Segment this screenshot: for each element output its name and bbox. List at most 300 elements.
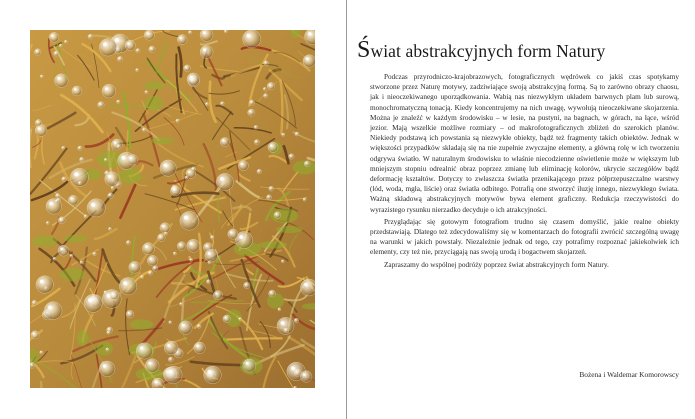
air-bubble (282, 133, 285, 136)
bubble-highlight (206, 103, 207, 104)
bubble-highlight (79, 182, 80, 183)
air-bubble (239, 318, 242, 321)
air-bubble (117, 145, 121, 149)
moss-patch (64, 235, 87, 243)
paragraph: Zapraszamy do wspólnej podróży poprzez świat abstrakcyjnych form Natury. (384, 260, 609, 269)
air-bubble (40, 75, 43, 78)
bubble-highlight (196, 345, 199, 348)
bubble-highlight (136, 69, 137, 70)
bubble-highlight (255, 141, 256, 142)
air-bubble (300, 371, 312, 383)
abstract-nature-photo (30, 30, 315, 388)
bubble-highlight (56, 195, 57, 196)
bubble-highlight (88, 298, 92, 302)
page-title (357, 38, 605, 62)
air-bubble (220, 102, 224, 106)
bubble-highlight (167, 344, 170, 347)
bubble-highlight (123, 281, 127, 285)
bubble-highlight (130, 157, 132, 159)
bubble-highlight (270, 292, 272, 294)
bubble-highlight (51, 35, 53, 37)
bubble-highlight (143, 129, 144, 130)
air-bubble (36, 276, 53, 293)
bubble-highlight (198, 325, 199, 326)
air-bubble (104, 158, 107, 161)
bubble-highlight (93, 253, 94, 254)
bubble-highlight (89, 35, 90, 36)
air-bubble (32, 300, 37, 305)
bubble-highlight (60, 218, 62, 220)
air-bubble (153, 266, 158, 271)
air-bubble (187, 73, 200, 86)
bubble-highlight (145, 91, 146, 92)
bubble-highlight (190, 242, 193, 245)
bubble-highlight (285, 329, 286, 330)
bubble-highlight (80, 261, 81, 262)
bubble-highlight (60, 248, 62, 250)
bubble-highlight (220, 177, 224, 181)
air-bubble (205, 249, 218, 262)
bubble-highlight (121, 156, 125, 160)
bubble-highlight (179, 244, 181, 246)
bubble-highlight (114, 142, 116, 144)
air-bubble (58, 217, 65, 224)
bubble-highlight (137, 49, 138, 50)
bubble-highlight (177, 120, 178, 121)
air-bubble (160, 160, 176, 176)
bubble-highlight (282, 134, 283, 135)
moss-patch (118, 168, 141, 184)
bubble-highlight (74, 172, 78, 176)
air-bubble (200, 30, 213, 41)
air-bubble (223, 315, 231, 323)
air-bubble (106, 348, 109, 351)
bubble-highlight (105, 87, 108, 90)
air-bubble (243, 30, 261, 48)
air-bubble (117, 56, 122, 61)
bubble-highlight (108, 328, 109, 329)
air-bubble (84, 215, 87, 218)
air-bubble (248, 109, 255, 116)
air-bubble (281, 260, 284, 263)
bubble-highlight (174, 252, 175, 253)
air-bubble (301, 279, 316, 296)
bubble-highlight (159, 236, 161, 238)
bubble-highlight (53, 258, 54, 259)
bubble-highlight (306, 57, 309, 60)
bubble-highlight (107, 332, 108, 333)
air-bubble (164, 232, 167, 235)
bubble-highlight (230, 231, 232, 233)
air-bubble (58, 245, 69, 256)
air-bubble (107, 331, 110, 334)
air-bubble (197, 324, 201, 328)
bubble-highlight (55, 52, 56, 53)
bubble-highlight (103, 42, 107, 46)
air-bubble (238, 161, 248, 171)
air-bubble (263, 87, 266, 90)
air-bubble (99, 39, 116, 56)
bubble-highlight (128, 312, 130, 314)
air-bubble (254, 140, 259, 145)
paragraph: Podczas przyrodniczo-krajobrazowych, fotograficznych wędrówek co jakiś czas spotykamy stworzone przez Naturę motywy, zadziwiające swoją abstrakcyjną formą. Są to zarówno obrazy chaosu, jak i nieoczekiwanego uporządkowania. Wabią nas niezwykłym układem barwnych plam lub surową, monochromatyczną tonacją. Kiedy koncentrujemy na nich uwagę, wywołują nieoczekiwane skojarzenia. Można je znaleźć w każdym środowisku – w lesie, na pustyni, na bagnach, w górach, na łące, wśród jezior. Mają wszelkie możliwe rozmiary – od makrofotograficznych zbliżeń do szerokich planów. Niekiedy podstawą ich powstania są niezwykłe obiekty, bądź też fragmenty takich obiektów. Jednak w większości przypadków składają się na nie zupełnie zwyczajne elementy, a główną rolę w ich tworzeniu odgrywa światło. W naturalnym środowisku to właśnie niecodzienne oświetlenie może w większym lub mniejszym stopniu odrealnić obraz poprzez zmianę lub eliminację kolorów, ukrycie szczegółów bądź deformację kształtów. Dotyczy to zwłaszcza światła przenikającego przez półprzepuszczalne warstwy (lód, woda, mgła, liście) oraz światła odbitego. Potrafią one stworzyć iluzję innego, niezwykłego świata. Ważną składową abstrakcyjnych motywów bywa element graficzny. Redukcja rzeczywistości do wyrazistego rysunku nierzadko decyduje o ich atrakcyjności. (370, 73, 679, 214)
air-bubble (180, 303, 183, 306)
moss-patch (97, 342, 113, 356)
air-bubble (267, 195, 272, 200)
air-bubble (269, 290, 276, 297)
bubble-highlight (118, 146, 119, 147)
air-bubble (289, 154, 294, 159)
bubble-highlight (207, 280, 208, 281)
air-bubble (117, 100, 120, 103)
air-bubble (56, 194, 60, 198)
air-bubble (177, 242, 186, 251)
moss-patch (276, 226, 303, 233)
bubble-highlight (246, 34, 250, 38)
air-bubble (228, 229, 238, 239)
bubble-highlight (264, 88, 265, 89)
bubble-highlight (190, 76, 193, 79)
bubble-highlight (276, 213, 277, 214)
bubble-highlight (119, 58, 120, 59)
air-bubble (188, 31, 191, 34)
air-bubble (62, 146, 65, 149)
air-bubble (278, 308, 281, 311)
air-bubble (191, 167, 195, 171)
bubble-highlight (246, 362, 249, 365)
moss-patch (130, 319, 154, 329)
air-bubble (105, 172, 120, 187)
moss-patch (77, 330, 88, 346)
bubble-highlight (211, 236, 212, 237)
bubble-highlight (150, 258, 152, 260)
title-rest: wiat abstrakcyjnych form Natury (370, 41, 606, 61)
bubble-highlight (106, 172, 107, 173)
air-bubble (249, 100, 254, 105)
bubble-highlight (48, 306, 52, 310)
air-bubble (268, 142, 278, 152)
bubble-highlight (168, 370, 172, 374)
air-bubble (142, 128, 145, 131)
air-bubble (145, 359, 159, 373)
air-bubble (184, 65, 191, 72)
bubble-highlight (182, 324, 185, 327)
bubble-highlight (165, 233, 166, 234)
air-bubble (111, 139, 122, 150)
air-bubble (125, 40, 135, 50)
bubble-highlight (36, 50, 37, 51)
bubble-highlight (112, 293, 114, 295)
bubble-highlight (239, 318, 240, 319)
text-page (357, 0, 677, 419)
air-bubble (102, 84, 116, 98)
bubble-highlight (225, 317, 227, 319)
air-bubble (169, 321, 172, 324)
bubble-highlight (304, 283, 308, 287)
air-bubble (70, 254, 73, 257)
air-bubble (46, 221, 49, 224)
bubble-highlight (296, 133, 297, 134)
bubble-highlight (163, 164, 167, 168)
bubble-highlight (241, 163, 243, 165)
air-bubble (59, 44, 62, 47)
bubble-highlight (173, 188, 175, 190)
air-bubble (144, 30, 154, 40)
moss-patch (32, 235, 57, 246)
bubble-highlight (304, 198, 305, 199)
body-text (370, 72, 679, 270)
bubble-highlight (208, 252, 211, 255)
air-bubble (205, 102, 208, 105)
air-bubble (216, 173, 233, 190)
air-bubble (164, 341, 178, 355)
bubble-highlight (270, 187, 271, 188)
air-bubble (254, 125, 258, 129)
bubble-highlight (47, 222, 48, 223)
air-bubble (213, 291, 222, 300)
air-bubble (264, 94, 268, 98)
air-bubble (72, 86, 82, 96)
paragraph: Przyglądając się gotowym fotografiom trudno się czasem domyślić, jakie realne obiekty przedstawiają. Dlatego też zdecydowaliśmy się w komentarzach do fotografii zwrócić szczególną uwagę na warunki w jakich powstały. Niezależnie jednak od tego, czy potrafimy rozpoznać jakiekolwiek ich elementy, czy też nie, przyciągają nas swoją urodą i bogactwem skojarzeń. (370, 217, 679, 257)
air-bubble (64, 40, 67, 43)
air-bubble (152, 378, 164, 388)
bubble-highlight (62, 147, 63, 148)
moss-patch (144, 81, 165, 89)
moss-patch (145, 96, 163, 110)
bubble-highlight (291, 366, 295, 370)
bubble-highlight (188, 171, 190, 173)
bubble-highlight (185, 177, 186, 178)
bubble-highlight (109, 228, 110, 229)
air-bubble (110, 291, 118, 299)
air-bubble (129, 261, 141, 273)
bubble-highlight (270, 144, 272, 146)
air-bubble (98, 102, 104, 108)
bubble-highlight (215, 293, 217, 295)
air-bubble (111, 187, 114, 190)
air-bubble (99, 361, 115, 377)
air-bubble (303, 55, 315, 68)
air-bubble (142, 243, 154, 255)
bubble-highlight (249, 111, 251, 113)
bubble-highlight (169, 321, 170, 322)
bubble-highlight (65, 41, 66, 42)
bubble-highlight (70, 255, 71, 256)
air-bubble (126, 241, 130, 245)
moss-patch (60, 268, 85, 281)
air-bubble (160, 223, 170, 233)
bubble-highlight (255, 126, 256, 127)
air-bubble (206, 280, 210, 284)
bubble-highlight (184, 216, 188, 220)
bubble-highlight (79, 147, 80, 148)
air-bubble (148, 271, 152, 275)
air-bubble (244, 282, 250, 288)
bubble-highlight (239, 235, 243, 239)
bubble-highlight (170, 358, 171, 359)
air-bubble (44, 302, 62, 320)
bubble-highlight (38, 127, 41, 130)
air-bubble (136, 69, 139, 72)
bubble-highlight (179, 37, 181, 39)
bubble-highlight (33, 333, 35, 335)
air-bubble (136, 343, 152, 359)
bubble-highlight (251, 101, 252, 102)
air-bubble (55, 200, 58, 203)
bubble-highlight (40, 280, 44, 284)
bubble-highlight (245, 284, 246, 285)
bubble-highlight (221, 102, 222, 103)
bubble-highlight (206, 245, 208, 247)
air-bubble (173, 252, 176, 255)
bubble-highlight (109, 194, 110, 195)
bubble-highlight (127, 241, 128, 242)
bubble-highlight (203, 31, 206, 34)
air-bubble (294, 318, 299, 323)
bubble-highlight (225, 30, 226, 31)
air-bubble (141, 275, 144, 278)
bubble-highlight (154, 381, 157, 384)
bubble-highlight (265, 95, 266, 96)
air-bubble (180, 212, 199, 231)
air-bubble (224, 30, 227, 33)
air-bubble (171, 186, 181, 196)
bubble-highlight (112, 187, 113, 188)
air-bubble (35, 49, 41, 55)
bubble-highlight (281, 321, 285, 325)
bubble-highlight (115, 38, 119, 42)
air-bubble (119, 278, 136, 295)
bubble-highlight (108, 175, 111, 178)
air-bubble (54, 51, 59, 56)
bubble-highlight (308, 32, 312, 36)
bubble-highlight (131, 264, 134, 267)
moss-patch (257, 241, 287, 248)
bubble-highlight (60, 44, 61, 45)
air-bubble (127, 155, 138, 166)
bubble-highlight (192, 168, 193, 169)
bubble-highlight (290, 155, 291, 156)
bubble-highlight (190, 259, 191, 260)
bubble-highlight (303, 373, 306, 376)
air-bubble (35, 125, 47, 137)
air-bubble (46, 199, 62, 215)
bubble-highlight (70, 197, 72, 199)
bubble-highlight (150, 48, 151, 49)
bubble-highlight (105, 159, 106, 160)
bubble-highlight (30, 364, 31, 365)
macro-photograph (30, 30, 315, 388)
bubble-highlight (103, 364, 106, 367)
air-bubble (55, 74, 69, 88)
air-bubble (49, 32, 59, 42)
bubble-highlight (40, 351, 41, 352)
air-bubble (274, 212, 281, 219)
bubble-highlight (294, 387, 295, 388)
bubble-highlight (80, 158, 81, 159)
air-bubble (267, 82, 275, 90)
air-bubble (126, 310, 134, 318)
bubble-highlight (149, 272, 150, 273)
bubble-highlight (278, 308, 279, 309)
bubble-highlight (99, 103, 100, 104)
air-bubble (93, 252, 96, 255)
air-bubble (40, 351, 43, 354)
bubble-highlight (41, 75, 42, 76)
air-bubble (62, 177, 67, 182)
air-bubble (200, 46, 213, 59)
bubble-highlight (91, 203, 95, 207)
air-bubble (220, 137, 229, 146)
air-bubble (145, 91, 148, 94)
bubble-highlight (306, 162, 307, 163)
air-bubble (176, 119, 179, 122)
air-bubble (190, 258, 193, 261)
air-bubble (80, 261, 83, 264)
air-bubble (53, 257, 56, 260)
air-bubble (108, 193, 113, 198)
bubble-highlight (141, 276, 142, 277)
bubble-highlight (106, 348, 107, 349)
air-bubble (158, 234, 166, 242)
air-bubble (264, 61, 269, 66)
air-bubble (149, 46, 155, 52)
air-bubble (108, 227, 111, 230)
air-bubble (78, 146, 82, 150)
air-bubble (165, 366, 183, 384)
air-bubble (136, 49, 140, 53)
bubble-highlight (268, 196, 269, 197)
bubble-highlight (258, 170, 259, 171)
air-bubble (295, 132, 299, 136)
bubble-highlight (85, 215, 86, 216)
bubble-highlight (282, 260, 283, 261)
bubble-highlight (269, 84, 271, 86)
air-bubble (284, 328, 289, 333)
air-bubble (303, 198, 306, 201)
bubble-highlight (127, 43, 129, 45)
air-bubble (168, 357, 173, 362)
bubble-highlight (295, 319, 296, 320)
bubble-highlight (203, 48, 206, 51)
bubble-highlight (146, 32, 148, 34)
air-bubble (179, 321, 193, 335)
air-bubble (31, 331, 39, 339)
air-bubble (243, 359, 256, 372)
moss-strand (172, 283, 193, 284)
authors-signature: Bożena i Waldemar Komorowscy (579, 370, 679, 379)
bubble-highlight (189, 31, 190, 32)
air-bubble (88, 34, 93, 39)
air-bubble (147, 255, 158, 266)
bubble-highlight (37, 121, 38, 122)
bubble-highlight (185, 66, 186, 67)
air-bubble (177, 35, 187, 45)
air-bubble (304, 161, 310, 167)
air-bubble (257, 169, 262, 174)
air-bubble (187, 239, 200, 252)
bubble-highlight (117, 101, 118, 102)
bubble-highlight (49, 202, 52, 205)
air-bubble (87, 199, 105, 217)
bubble-highlight (208, 370, 212, 374)
bubble-highlight (56, 200, 57, 201)
air-bubble (269, 186, 274, 191)
bubble-highlight (148, 362, 151, 365)
bubble-highlight (154, 267, 155, 268)
bubble-highlight (63, 178, 64, 179)
air-bubble (210, 236, 214, 240)
